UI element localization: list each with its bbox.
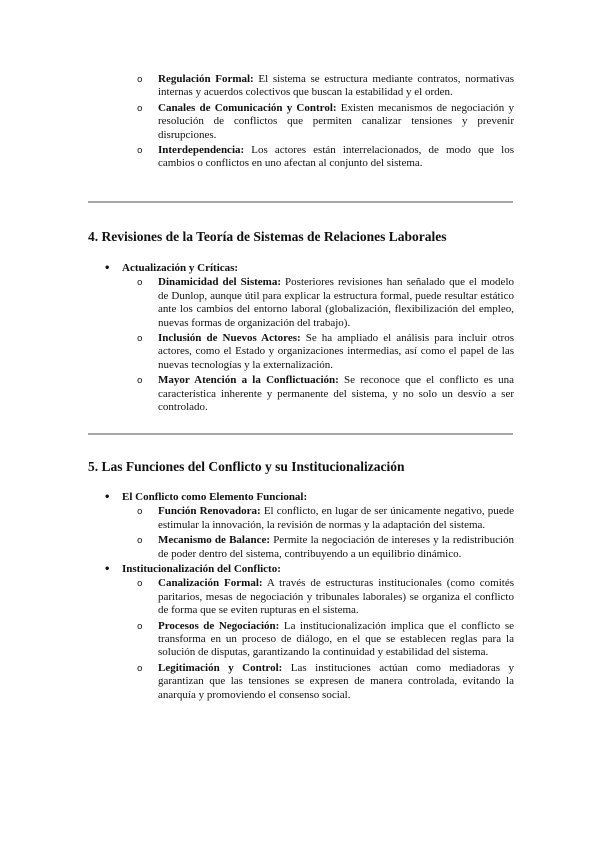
section-5-heading: 5. Las Funciones del Conflicto y su Institucionalización	[88, 459, 405, 474]
list-item	[137, 374, 515, 414]
item-term: Canales de Comunicación y Control:	[158, 101, 337, 114]
section-5-sub-list-1	[0, 505, 599, 561]
section-5-sub-list-2	[0, 577, 599, 702]
section-5-body	[0, 491, 599, 704]
item-term: Canalización Formal:	[158, 577, 263, 590]
section-4-sub-list	[0, 276, 599, 414]
intro-list-block	[0, 73, 599, 173]
bullet-icon: •	[104, 263, 111, 274]
group-label	[104, 563, 599, 576]
list-item	[137, 661, 514, 702]
list-item	[137, 144, 514, 171]
group-label	[104, 491, 599, 504]
item-term: Inclusión de Nuevos Actores:	[158, 332, 301, 345]
group-label-text: El Conflicto como Elemento Funcional:	[122, 491, 308, 503]
item-text: Se ha ampliado el análisis para incluir otros actores, como el Estado y organizaciones intermedias, así como el papel de las nuevas tecnologías y la externalización.	[158, 332, 514, 371]
group-label-text: Actualización y Críticas:	[122, 262, 239, 274]
item-term: Regulación Formal:	[158, 73, 254, 85]
circle-bullet-icon: o	[137, 376, 143, 387]
list-item	[137, 101, 514, 142]
item-text: El sistema se estructura mediante contratos, normativas internas y acuerdos colectivos que buscan la estabilidad y el orden.	[158, 73, 514, 99]
circle-bullet-icon: o	[137, 621, 143, 632]
group-label	[104, 262, 599, 275]
item-text: Los actores están interrelacionados, de modo que los cambios o conflictos en uno afectan al conjunto del sistema.	[158, 144, 514, 170]
circle-bullet-icon: o	[137, 579, 143, 590]
item-term: Mecanismo de Balance:	[158, 534, 271, 547]
circle-bullet-icon: o	[137, 334, 143, 345]
list-item	[137, 505, 514, 532]
item-text: Posteriores revisiones han señalado que el modelo de Dunlop, aunque útil para explicar la estructura formal, puede resultar estático ante los cambios del entorno laboral (globalización, flexibilización del empleo, nuevas formas de organización del trabajo).	[158, 276, 514, 329]
item-term: Dinamicidad del Sistema:	[158, 276, 281, 289]
circle-bullet-icon: o	[137, 536, 143, 547]
item-term: Legitimación y Control:	[158, 661, 283, 674]
item-text: Permite la negociación de intereses y la redistribución de poder dentro del sistema, contribuyendo a un equilibrio dinámico.	[158, 534, 515, 560]
circle-bullet-icon: o	[137, 75, 143, 85]
section-divider	[88, 433, 513, 435]
group-label-text: Institucionalización del Conflicto:	[122, 563, 281, 576]
list-item	[137, 577, 514, 617]
item-text: El conflicto, en lugar de ser únicamente negativo, puede estimular la innovación, la revisión de normas y la adaptación del sistema.	[158, 505, 514, 531]
item-term: Procesos de Negociación:	[158, 619, 280, 632]
circle-bullet-icon: o	[137, 663, 143, 674]
item-term: Interdependencia:	[158, 144, 245, 157]
list-item	[137, 534, 515, 561]
section-4-body	[0, 262, 599, 416]
bullet-icon: •	[104, 564, 111, 576]
item-term: Función Renovadora:	[158, 505, 261, 518]
list-item	[137, 276, 514, 330]
item-text: Existen mecanismos de negociación y resolución de conflictos que permiten canalizar tensiones y prevenir disrupciones.	[158, 101, 514, 141]
item-term: Mayor Atención a la Conflictuación:	[158, 374, 339, 387]
item-text: La institucionalización implica que el conflicto se transforma en un proceso de diálogo, en el que se establecen reglas para la solución de disputas, garantizando la continuidad y estabilidad del sistema.	[158, 619, 515, 659]
circle-bullet-icon: o	[137, 507, 143, 518]
item-text: A través de estructuras institucionales (como comités paritarios, mesas de negociación y tribunales laborales) se organiza el conflicto de forma que se eviten rupturas en el sistema.	[158, 577, 514, 617]
item-text: Las instituciones actúan como mediadoras y garantizan que las tensiones se expresen de manera controlada, evitando la anarquía y promoviendo el consenso social.	[158, 661, 514, 701]
circle-bullet-icon: o	[137, 103, 143, 114]
intro-list	[0, 73, 599, 171]
circle-bullet-icon: o	[137, 146, 143, 157]
circle-bullet-icon: o	[137, 278, 143, 289]
list-item	[137, 332, 514, 372]
section-4-heading: 4. Revisiones de la Teoría de Sistemas de Relaciones Laborales	[88, 229, 447, 244]
item-text: Se reconoce que el conflicto es una característica inherente y permanente del sistema, y no solo un desvío a ser controlado.	[158, 374, 515, 414]
list-item	[137, 619, 515, 660]
bullet-icon: •	[104, 492, 111, 503]
list-item	[137, 73, 514, 100]
section-divider	[88, 201, 513, 203]
